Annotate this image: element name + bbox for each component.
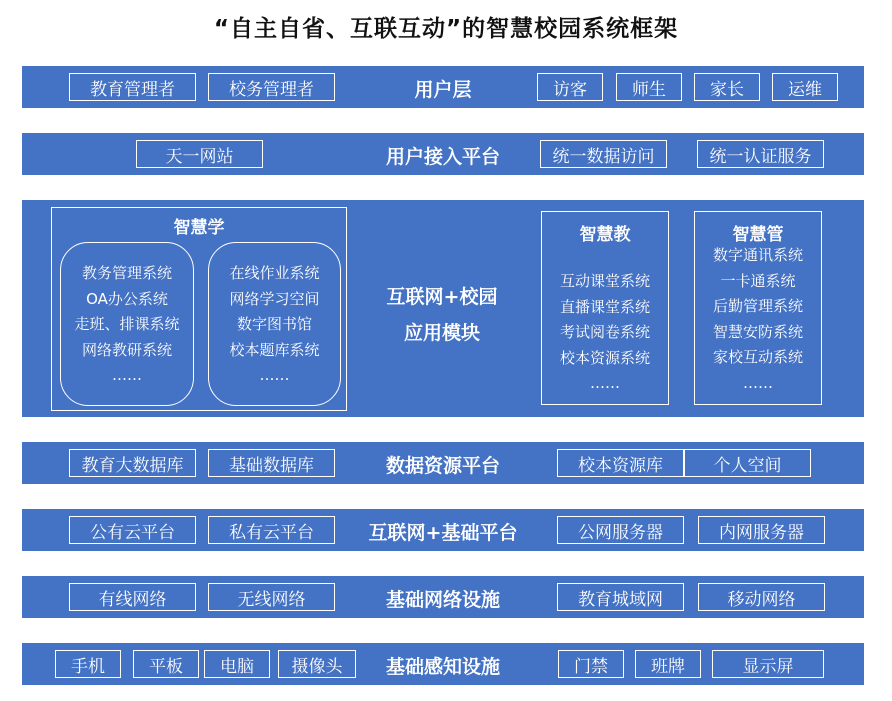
sensing-box-computer: 电脑 bbox=[204, 650, 270, 678]
user-box-teachers-students: 师生 bbox=[616, 73, 682, 101]
user-box-ops: 运维 bbox=[772, 73, 838, 101]
network-box-mobile: 移动网络 bbox=[698, 583, 825, 611]
infra-box-public-cloud: 公有云平台 bbox=[69, 516, 196, 544]
list-item: 数字通讯系统 bbox=[712, 246, 803, 264]
sensing-layer-band bbox=[22, 643, 864, 685]
user-box-parents: 家长 bbox=[694, 73, 760, 101]
list-item: 智慧安防系统 bbox=[712, 322, 803, 341]
sensing-layer-label: 基础感知设施 bbox=[385, 656, 500, 678]
smart-learning-group-2 bbox=[208, 242, 341, 406]
data-layer-band bbox=[22, 442, 864, 484]
smart-management-list bbox=[695, 243, 821, 396]
data-layer-label: 数据资源平台 bbox=[385, 455, 500, 477]
network-box-wireless: 无线网络 bbox=[208, 583, 335, 611]
app-layer-label-line1: 互联网+校园 bbox=[386, 286, 498, 308]
infra-box-public-server: 公网服务器 bbox=[557, 516, 684, 544]
list-item: 数字图书馆 bbox=[236, 315, 312, 333]
infra-layer-label: 互联网+基础平台 bbox=[368, 522, 518, 544]
sensing-box-tablet: 平板 bbox=[133, 650, 199, 678]
network-box-wired: 有线网络 bbox=[69, 583, 196, 611]
access-layer-band bbox=[22, 133, 864, 175]
infra-box-intranet-server: 内网服务器 bbox=[698, 516, 825, 544]
list-item: 后勤管理系统 bbox=[712, 297, 803, 315]
smart-learning-list-2 bbox=[209, 261, 340, 389]
list-item: 互动课堂系统 bbox=[559, 272, 650, 290]
access-layer-label: 用户接入平台 bbox=[385, 146, 500, 168]
diagram-title: “自主自省、互联互动”的智慧校园系统框架 bbox=[213, 16, 679, 42]
smart-teaching-title: 智慧教 bbox=[579, 225, 631, 245]
list-item: 网络学习空间 bbox=[229, 289, 320, 308]
list-item: 直播课堂系统 bbox=[559, 297, 650, 316]
smart-management-title: 智慧管 bbox=[732, 225, 784, 245]
data-box-school-resources: 校本资源库 bbox=[557, 449, 684, 477]
infra-box-private-cloud: 私有云平台 bbox=[208, 516, 335, 544]
sensing-box-phone: 手机 bbox=[55, 650, 121, 678]
access-box-unified-data: 统一数据访问 bbox=[540, 140, 667, 168]
list-item: 校本资源系统 bbox=[559, 348, 650, 367]
list-item: 家校互动系统 bbox=[712, 348, 803, 366]
list-item: …… bbox=[259, 366, 290, 384]
user-layer-label: 用户层 bbox=[414, 79, 472, 101]
network-layer-label: 基础网络设施 bbox=[385, 589, 500, 611]
user-box-school-admin: 校务管理者 bbox=[208, 73, 335, 101]
smart-teaching-list bbox=[542, 269, 668, 397]
app-layer-label-line2: 应用模块 bbox=[403, 322, 480, 344]
network-layer-band bbox=[22, 576, 864, 618]
list-item: 走班、排课系统 bbox=[74, 315, 180, 333]
user-box-visitor: 访客 bbox=[537, 73, 603, 101]
smart-management-panel bbox=[694, 211, 822, 405]
sensing-box-class-sign: 班牌 bbox=[635, 650, 701, 678]
list-item: OA办公系统 bbox=[86, 289, 168, 308]
list-item: 在线作业系统 bbox=[229, 264, 320, 282]
smart-learning-title: 智慧学 bbox=[173, 218, 225, 238]
list-item: 教务管理系统 bbox=[81, 264, 172, 282]
sensing-box-display: 显示屏 bbox=[712, 650, 824, 678]
list-item: …… bbox=[743, 373, 773, 392]
user-layer-band bbox=[22, 66, 864, 108]
data-box-edu-bigdata: 教育大数据库 bbox=[69, 449, 196, 477]
sensing-box-camera: 摄像头 bbox=[278, 650, 356, 678]
data-box-base-db: 基础数据库 bbox=[208, 449, 335, 477]
infra-layer-band bbox=[22, 509, 864, 551]
list-item: …… bbox=[112, 366, 142, 384]
app-layer-band bbox=[22, 200, 864, 417]
list-item: 校本题库系统 bbox=[229, 340, 320, 359]
user-box-education-admin: 教育管理者 bbox=[69, 73, 196, 101]
access-box-unified-auth: 统一认证服务 bbox=[697, 140, 824, 168]
access-box-website: 天一网站 bbox=[136, 140, 263, 168]
network-box-metro: 教育城域网 bbox=[557, 583, 684, 611]
list-item: 考试阅卷系统 bbox=[559, 323, 650, 341]
smart-teaching-panel bbox=[541, 211, 669, 405]
smart-learning-group-1 bbox=[60, 242, 194, 406]
smart-learning-panel bbox=[51, 207, 347, 411]
list-item: 网络教研系统 bbox=[81, 340, 172, 359]
list-item: …… bbox=[590, 374, 620, 392]
smart-learning-list-1 bbox=[61, 261, 193, 389]
data-box-personal-space: 个人空间 bbox=[684, 449, 811, 477]
sensing-box-access-control: 门禁 bbox=[558, 650, 624, 678]
list-item: 一卡通系统 bbox=[720, 271, 796, 290]
